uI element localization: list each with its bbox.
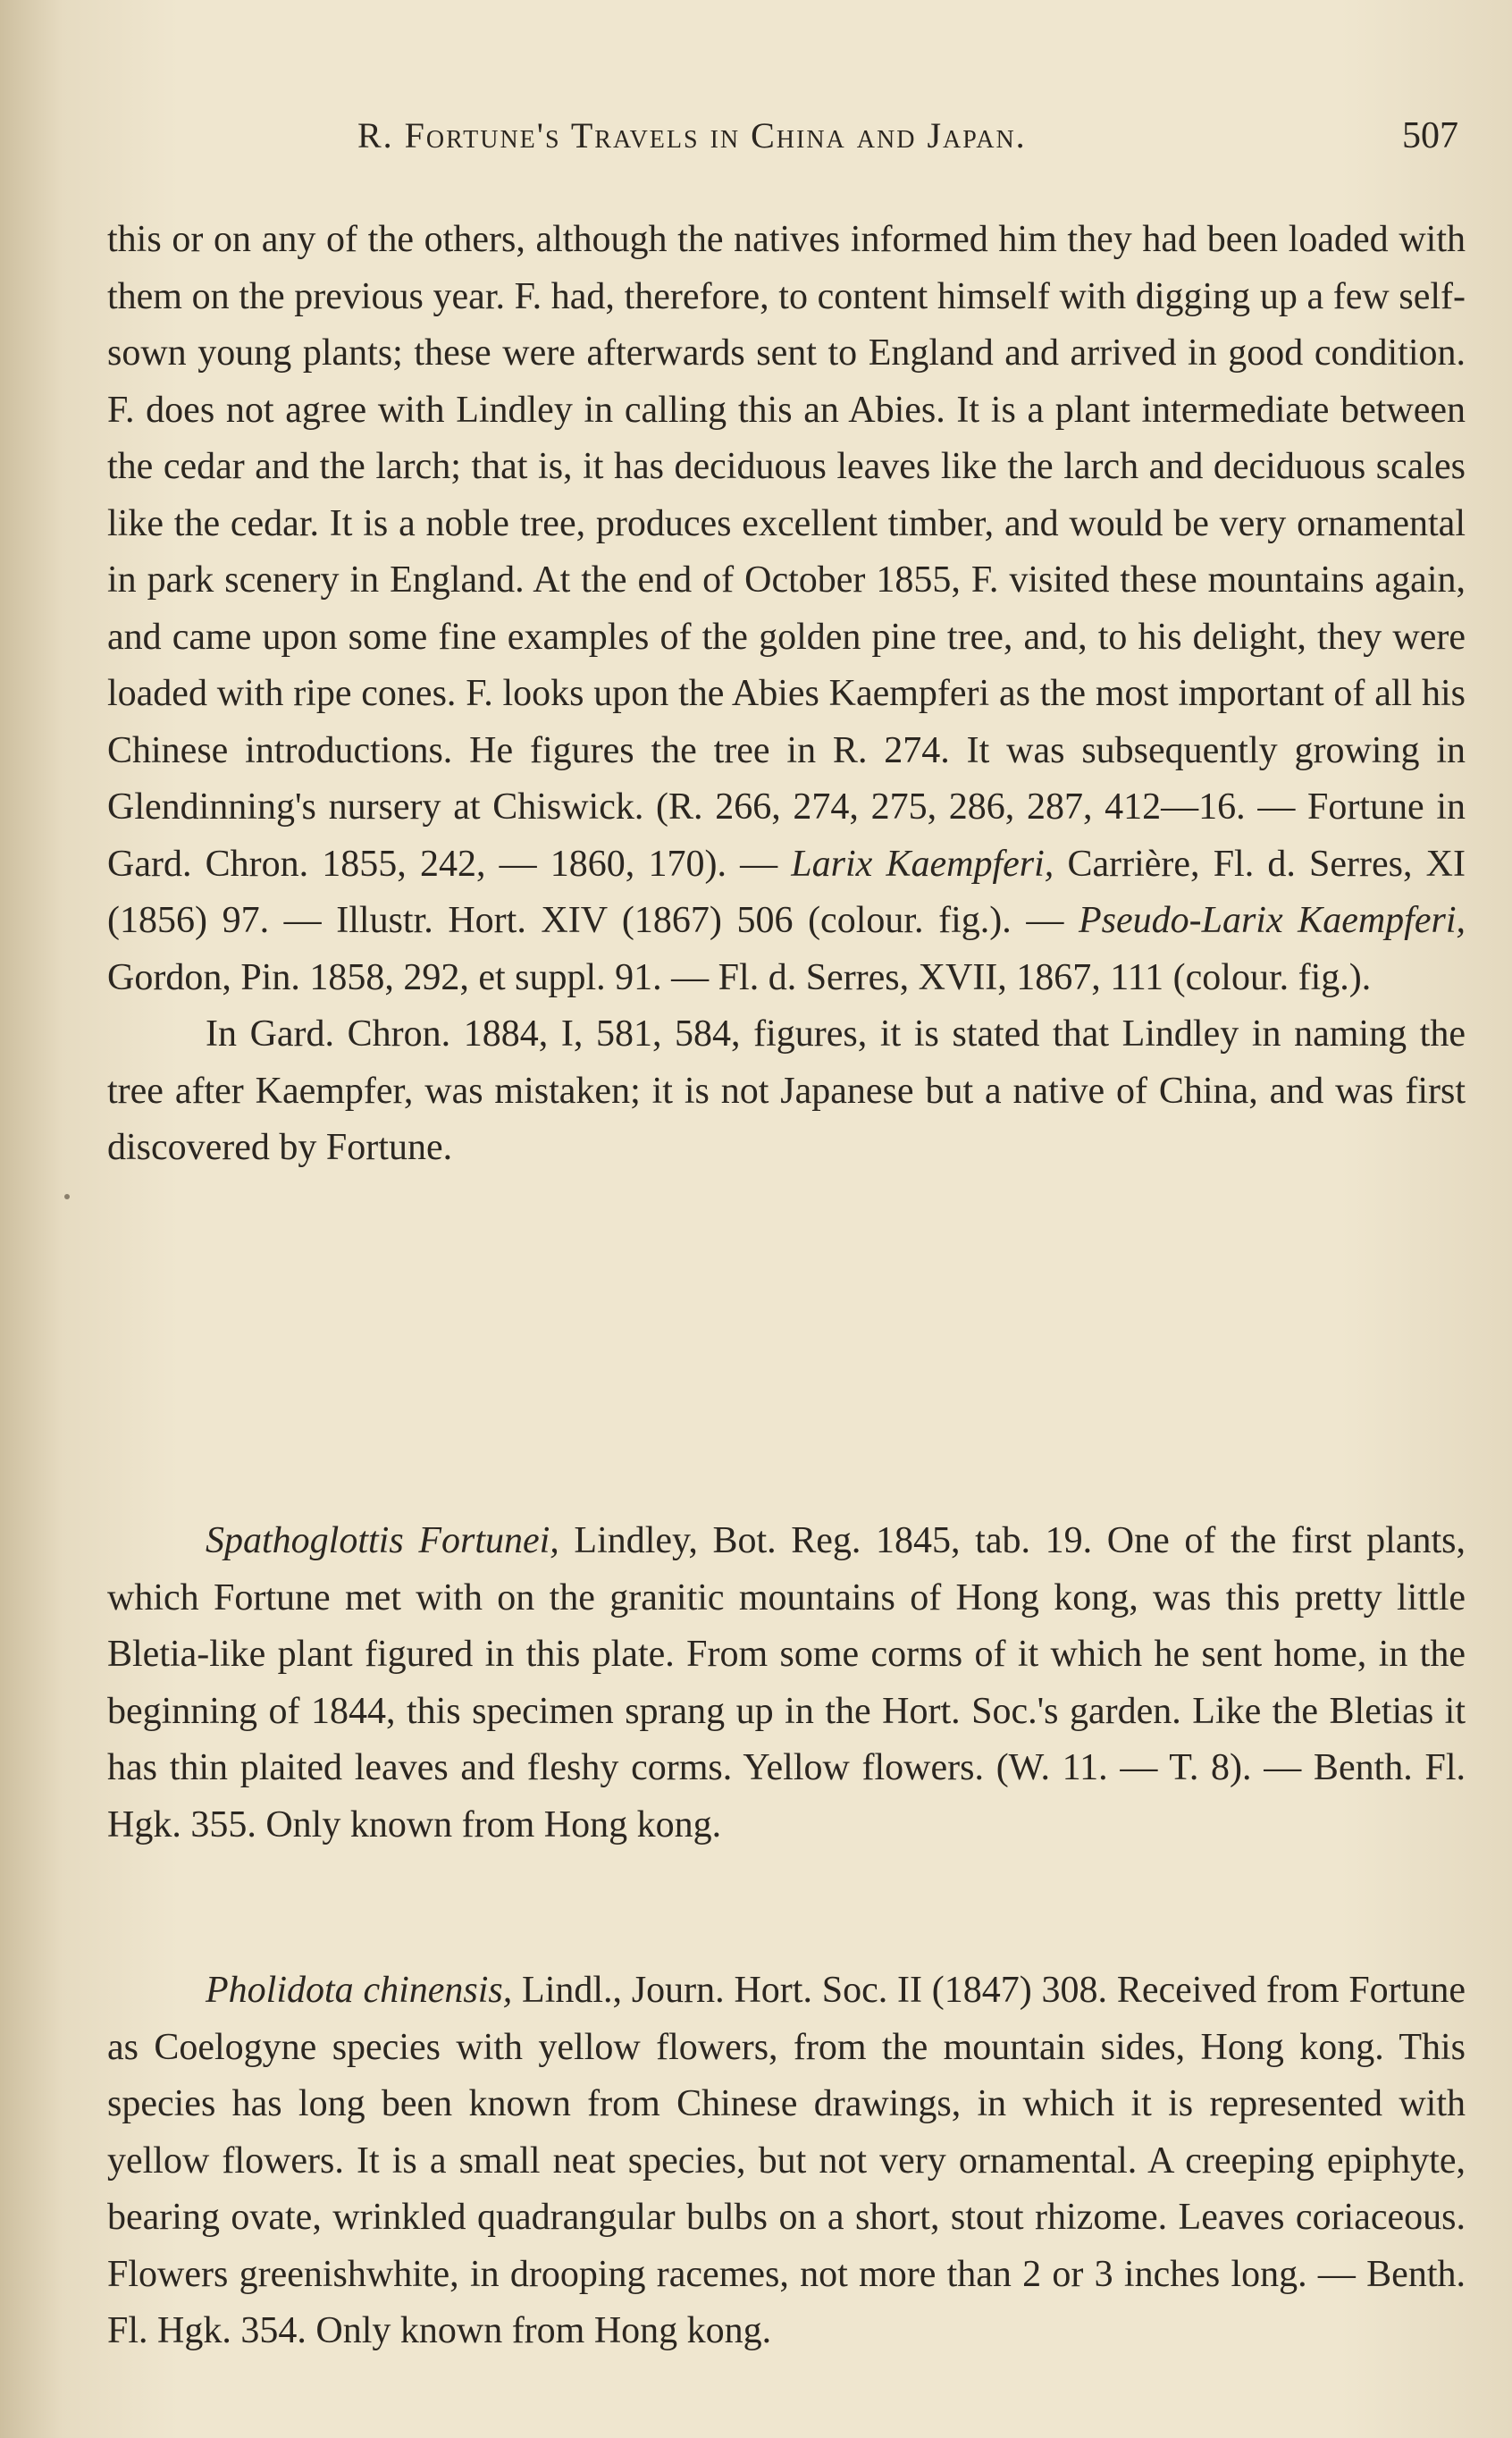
paragraph-text: this or on any of the others, although the natives informed him they had been loaded with them on the previous year. F. had, therefore, to content himself with digging up a few self-sown young plants; these were afterwards sent to England and arrived in good condition. F. does not agree with Lindley in calling this an Abies. It is a plant intermediate between the cedar and the larch; that is, it has deciduous leaves like the larch and deciduous scales like the cedar. It is a noble tree, produces excellent timber, and would be very ornamental in park scenery in England. At the end of October 1855, F. visited these mountains again, and came upon some fine examples of the golden pine tree, and, to his delight, they were loaded with ripe cones. F. looks upon the Abies Kaempferi as the most important of all his Chinese introductions. He figures the tree in R. 274. It was subsequently growing in Glendinning's nursery at Chiswick. (R. 266, 274, 275, 286, 287, 412—16. — Fortune in Gard. Chron. 1855, 242, — 1860, 170). — <box>107 219 1466 885</box>
paragraph-golden-pine-continued <box>107 212 1466 1006</box>
section-golden-pine <box>107 212 1466 1177</box>
page-number: 507 <box>1402 115 1458 156</box>
page-header <box>0 114 1512 168</box>
species-name-italic: Larix Kaempferi, <box>791 843 1054 885</box>
paragraph-text: Carrière, Fl. d. Serres, XI (1856) 97. — Illustr. Hort. XIV (1867) 506 (colour. fig.). — <box>107 843 1466 941</box>
species-name-italic: Pholidota chinensis, <box>206 1970 513 2011</box>
species-name-italic: Pseudo-Larix Kaempferi, <box>1078 900 1466 941</box>
margin-speck <box>64 1194 70 1199</box>
paragraph-text: Lindley, Bot. Reg. 1845, tab. 19. One of the first plants, which Fortune met with on the granitic mountains of Hong kong, was this pretty little Bletia-like plant figured in this plate. From some corms of it which he sent home, in the beginning of 1844, this specimen sprang up in the Hort. Soc.'s garden. Like the Bletias it has thin plaited leaves and fleshy corms. Yellow flowers. (W. 11. — T. 8). — Benth. Fl. Hgk. 355. Only known from Hong kong. <box>107 1520 1466 1845</box>
running-title: R. Fortune's Travels in China and Japan. <box>357 115 1027 156</box>
paragraph-text: Gordon, Pin. 1858, 292, et suppl. 91. — Fl. d. Serres, XVII, 1867, 111 (colour. fig.). <box>107 956 1372 998</box>
paragraph-spathoglottis <box>107 1513 1466 1854</box>
entry-spathoglottis <box>107 1513 1466 1854</box>
species-name-italic: Spathoglottis Fortunei, <box>206 1520 559 1561</box>
paragraph-gard-chron-note: In Gard. Chron. 1884, I, 581, 584, figures, it is stated that Lindley in naming the tree after Kaempfer, was mistaken; it is not Japanese but a native of China, and was first discovered by Fortune. <box>107 1013 1466 1168</box>
entry-pholidota <box>107 1963 1466 2360</box>
paragraph-pholidota <box>107 1963 1466 2360</box>
paragraph-text: Lindl., Journ. Hort. Soc. II (1847) 308. Received from Fortune as Coelogyne species with yellow flowers, from the mountain sides, Hong kong. This species has long been known from Chinese drawings, in which it is represented with yellow flowers. It is a small neat species, but not very ornamental. A creeping epiphyte, bearing ovate, wrinkled quadrangular bulbs on a short, stout rhizome. Leaves coriaceous. Flowers greenishwhite, in drooping racemes, not more than 2 or 3 inches long. — Benth. Fl. Hgk. 354. Only known from Hong kong. <box>107 1970 1466 2351</box>
